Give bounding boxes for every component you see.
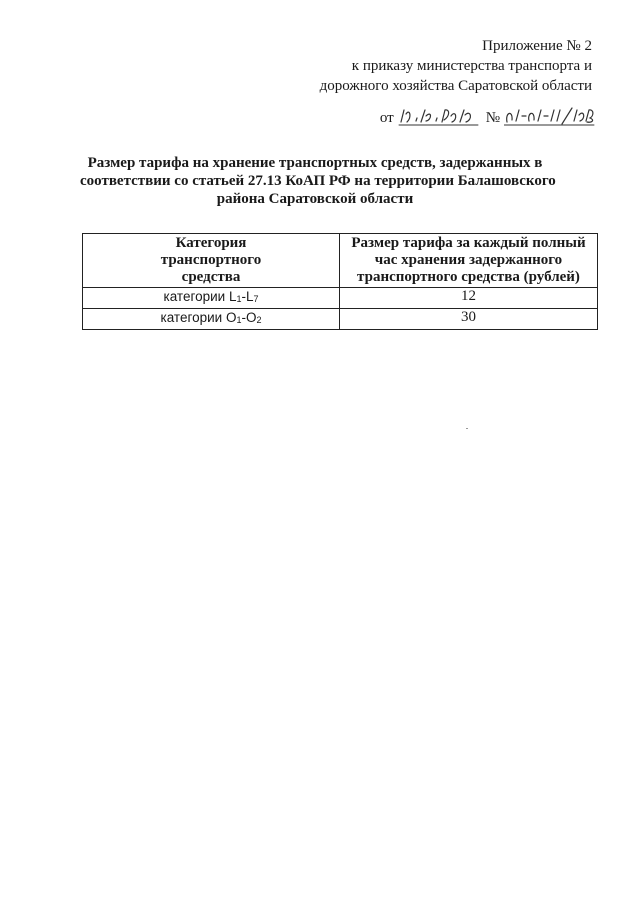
category-letter: L (245, 289, 254, 304)
table-header-row (83, 234, 598, 288)
tariff-table (82, 233, 598, 330)
header-cell-line: Размер тарифа за каждый полный (351, 235, 586, 251)
category-subscript: 1 (236, 294, 242, 304)
header-cell-line: час хранения задержанного (374, 252, 563, 268)
handwritten-date-drawing (398, 106, 480, 128)
header-cell-line: транспортного (160, 252, 262, 268)
category-dash: - (241, 289, 246, 304)
appendix-ministry: дорожного хозяйства Саратовской области (319, 78, 592, 94)
header-vehicle-category (83, 234, 340, 288)
handwritten-number-drawing (504, 106, 596, 128)
order-date-label: от (379, 110, 394, 126)
header-tariff-size (340, 234, 598, 288)
appendix-order-ref: к приказу министерства транспорта и (351, 58, 592, 74)
appendix-number: Приложение № 2 (482, 38, 592, 54)
header-cell-line: Категория (175, 235, 247, 251)
category-cell (83, 309, 340, 330)
category-cell (83, 288, 340, 309)
tariff-value-cell: 12 (340, 288, 598, 309)
table-row (83, 309, 598, 330)
category-letter: O (225, 310, 237, 325)
category-prefix: категории (163, 289, 229, 304)
category-letter: L (228, 289, 237, 304)
table-row (83, 288, 598, 309)
title-line-1: Размер тарифа на хранение транспортных средств, задержанных в (87, 155, 543, 171)
category-letter: O (245, 310, 257, 325)
category-subscript: 2 (256, 315, 262, 325)
title-line-2: соответствии со статьей 27.13 КоАП РФ на территории Балашовского (80, 173, 556, 189)
order-number-label: № (485, 110, 500, 126)
handwritten-number (504, 106, 596, 128)
appendix-header (320, 36, 592, 96)
category-subscript: 1 (236, 315, 242, 325)
handwritten-date (398, 106, 480, 128)
category-dash: - (241, 310, 246, 325)
scan-speck (466, 428, 468, 429)
order-date-number (380, 106, 596, 128)
header-cell-line: средства (181, 269, 241, 285)
title-line-3: района Саратовской области (216, 191, 414, 207)
document-title (80, 154, 556, 208)
category-subscript: 7 (253, 294, 259, 304)
tariff-value-cell: 30 (340, 309, 598, 330)
category-prefix: категории (160, 310, 226, 325)
header-cell-line: транспортного средства (рублей) (357, 269, 580, 285)
